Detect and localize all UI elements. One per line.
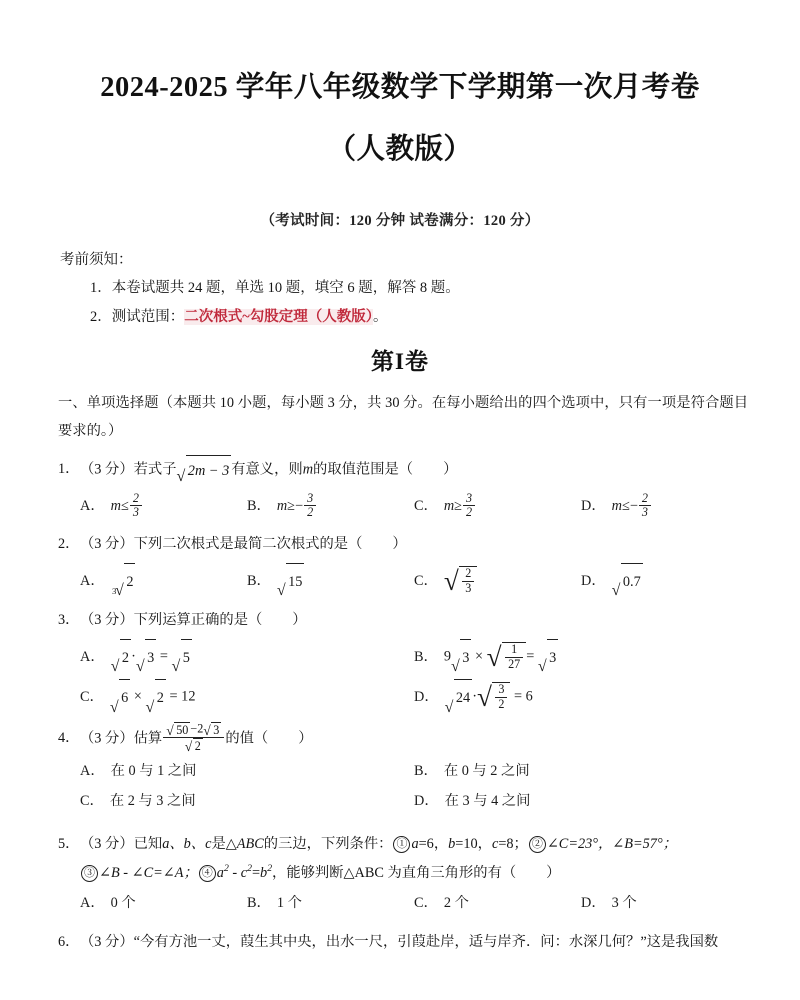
option-label: C． — [80, 793, 104, 810]
question-1-stem-d: ） — [443, 461, 458, 478]
option-label: C． — [414, 573, 438, 590]
option-label: B． — [247, 498, 271, 515]
option-text: 0 个 — [110, 895, 136, 912]
question-1-options — [58, 489, 748, 523]
question-2-option-d[interactable] — [581, 563, 748, 599]
question-list — [0, 455, 800, 957]
question-6-stem-text: “今有方池一丈，葭生其中央，出水一尺，引葭赴岸，适与岸齐．问：水深几何？”这是我国数 — [133, 933, 719, 950]
question-4-option-a[interactable] — [80, 757, 414, 786]
question-5-score: （3 分） — [80, 835, 134, 852]
page-title-line-1: 2024-2025 学年八年级数学下学期第一次月考卷 — [100, 72, 700, 103]
option-label: A． — [80, 573, 105, 590]
question-3-options-row-1 — [58, 639, 748, 675]
option-label: B． — [247, 573, 271, 590]
question-2-option-a[interactable] — [80, 563, 247, 599]
square-root-icon: √ 15 — [277, 563, 305, 599]
radicand-2m-minus-3: 2m − 3 — [186, 455, 231, 486]
question-5-line1-b: 是△ — [211, 835, 237, 852]
question-6-stem — [58, 928, 748, 957]
option-text: 3 个 — [611, 895, 637, 912]
option-label: A． — [80, 762, 105, 779]
question-1-number: 1． — [58, 461, 80, 478]
option-label: A． — [80, 895, 105, 912]
option-expression: m≤ $\frac{2}{3}$ — [111, 489, 143, 523]
question-4-options-row-2 — [58, 787, 748, 816]
question-2-option-c[interactable] — [414, 563, 581, 599]
notice-item-2-suffix: 。 — [373, 308, 388, 325]
option-text: 在 0 与 2 之间 — [443, 762, 530, 779]
question-5-option-d[interactable] — [581, 889, 748, 918]
option-label: C． — [414, 895, 438, 912]
question-4 — [58, 723, 748, 816]
question-4-score: （3 分） — [80, 729, 134, 746]
option-text: 2 个 — [443, 895, 469, 912]
cond4-expression: $a^2 - c^2=b^2$ — [216, 862, 273, 881]
question-3-number: 3． — [58, 612, 80, 629]
triangle-abc-label: ABC — [236, 835, 264, 852]
question-4-option-b[interactable] — [414, 757, 748, 786]
question-6-number: 6． — [58, 933, 80, 950]
question-5-option-c[interactable] — [414, 889, 581, 918]
cond1-val-b: =10， — [455, 835, 492, 852]
option-label: A． — [80, 498, 105, 515]
question-5-option-b[interactable] — [247, 889, 414, 918]
question-1-option-a[interactable] — [80, 489, 247, 523]
question-4-stem-b: 的值（ — [225, 729, 269, 746]
option-expression: m≤− $\frac{2}{3}$ — [612, 489, 652, 523]
notice-item-2-prefix: 2．测试范围： — [90, 308, 185, 325]
option-label: D． — [581, 573, 606, 590]
question-4-stem-end: ） — [298, 729, 313, 746]
question-5-line1-a: 已知 — [133, 835, 163, 852]
square-root-icon: √ 0.7 — [612, 563, 643, 599]
pre-exam-notice — [0, 246, 800, 331]
question-4-stem — [58, 723, 748, 755]
option-label: B． — [247, 895, 271, 912]
question-5-line1-c: 的三边，下列条件： — [263, 835, 393, 852]
question-3-stem-end: ） — [292, 612, 307, 629]
option-text: 在 0 与 1 之间 — [110, 762, 197, 779]
title-block — [0, 0, 800, 164]
question-6 — [58, 928, 748, 957]
radical-2m-minus-3: √ 2m − 3 — [177, 455, 232, 486]
option-expression: 9 √ 3 × √ $\frac{1}{27}$ = √ 3 — [444, 639, 558, 675]
exam-meta: （考试时间：120 分钟 试卷满分：120 分） — [260, 213, 540, 229]
option-label: A． — [80, 648, 105, 665]
option-expression: m≥ $\frac{3}{2}$ — [444, 489, 476, 523]
question-5-line2-tail: ，能够判断△ABC 为直角三角形的有（ — [272, 864, 517, 881]
question-3 — [58, 606, 748, 715]
question-1-stem — [58, 455, 748, 486]
question-2-stem-text: 下列二次根式是最简二次根式的是（ — [133, 536, 363, 553]
cond1-val-c: =8； — [498, 835, 528, 852]
question-3-stem — [58, 606, 748, 635]
cond1-var-b: b — [448, 835, 456, 852]
question-6-score: （3 分） — [80, 933, 134, 950]
fraction-expression: √ 50 −2 √ 3 √ 2 — [163, 722, 224, 754]
question-3-stem-text: 下列运算正确的是（ — [133, 612, 263, 629]
question-5 — [58, 830, 748, 918]
question-3-option-d[interactable] — [414, 679, 748, 715]
question-4-options-row-1 — [58, 757, 748, 786]
option-text: 在 2 与 3 之间 — [109, 793, 196, 810]
cond3-text: ∠B - ∠C=∠A； — [99, 864, 198, 881]
page-title-line-2: （人教版） — [327, 133, 473, 165]
question-1-variable: m — [302, 461, 314, 478]
question-1-stem-c: 的取值范围是（ — [313, 461, 414, 478]
cube-root-icon: 3 √ 2 — [111, 563, 136, 599]
cond1-var-c: c — [491, 835, 499, 852]
circled-number-3: ③ — [81, 865, 98, 882]
question-2-stem — [58, 530, 748, 559]
question-2-options — [58, 563, 748, 599]
question-2-number: 2． — [58, 536, 80, 553]
cond2-text: ∠C=23°，∠B=57°； — [546, 835, 677, 852]
circled-number-4: ④ — [199, 865, 216, 882]
question-3-options-row-2 — [58, 679, 748, 715]
section-intro: 一、单项选择题（本题共 10 小题，每小题 3 分，共 30 分。在每小题给出的四个选项中，只有一项是符合题目要求的。） — [58, 394, 748, 439]
notice-item-2 — [60, 303, 745, 331]
question-2-option-b[interactable] — [247, 563, 414, 599]
question-4-stem-a: 估算 — [133, 729, 163, 746]
question-1-stem-b: 有意义，则 — [231, 461, 303, 478]
option-expression: √ 24 · √ $\frac{3}{2}$ = 6 — [445, 679, 533, 715]
option-label: C． — [414, 498, 438, 515]
question-1-score: （3 分） — [80, 461, 134, 478]
question-5-option-a[interactable] — [80, 889, 247, 918]
question-3-option-c[interactable] — [80, 679, 414, 715]
question-1 — [58, 455, 748, 524]
option-label: B． — [414, 762, 438, 779]
option-label: D． — [414, 689, 439, 706]
part-header: 第I卷 — [371, 348, 429, 374]
option-label: D． — [414, 793, 439, 810]
cond1-val-a: =6， — [418, 835, 449, 852]
question-2-stem-end: ） — [392, 536, 407, 553]
option-expression: m≥− $\frac{3}{2}$ — [277, 489, 317, 523]
option-expression: √ 2 · √ 3 = √ 5 — [111, 639, 192, 675]
square-root-fraction-icon: √ $\frac{2}{3}$ — [444, 566, 477, 596]
question-1-option-d[interactable] — [581, 489, 748, 523]
circled-number-2: ② — [529, 836, 546, 853]
question-5-line2-end: ） — [546, 864, 561, 881]
option-expression: √ 6 × √ 2 = 12 — [110, 679, 196, 715]
test-range-highlight: 二次根式~勾股定理（人教版） — [184, 308, 374, 325]
notice-heading: 考前须知： — [60, 252, 133, 268]
question-5-stem-line-1 — [58, 830, 748, 859]
option-text: 在 3 与 4 之间 — [444, 793, 531, 810]
option-label: B． — [414, 648, 438, 665]
cond1-var-a: a — [411, 835, 419, 852]
question-3-option-a[interactable] — [80, 639, 414, 675]
circled-number-1: ① — [393, 836, 410, 853]
triangle-side-variables: a、b、c — [162, 835, 212, 852]
option-text: 1 个 — [276, 895, 302, 912]
question-1-option-b[interactable] — [247, 489, 414, 523]
question-4-option-c[interactable] — [80, 787, 414, 816]
notice-item-1: 1．本卷试题共 24 题，单选 10 题，填空 6 题，解答 8 题。 — [90, 280, 460, 297]
question-2-score: （3 分） — [80, 536, 134, 553]
question-4-number: 4． — [58, 729, 80, 746]
question-2 — [58, 530, 748, 599]
question-4-option-d[interactable] — [414, 787, 748, 816]
question-5-options — [58, 889, 748, 918]
question-1-stem-a: 若式子 — [133, 461, 177, 478]
option-label: C． — [80, 689, 104, 706]
option-label: D． — [581, 498, 606, 515]
question-3-score: （3 分） — [80, 612, 134, 629]
question-5-number: 5． — [58, 835, 80, 852]
question-3-option-b[interactable] — [414, 639, 748, 675]
option-label: D． — [581, 895, 606, 912]
question-5-stem-line-2 — [58, 859, 748, 888]
question-1-option-c[interactable] — [414, 489, 581, 523]
